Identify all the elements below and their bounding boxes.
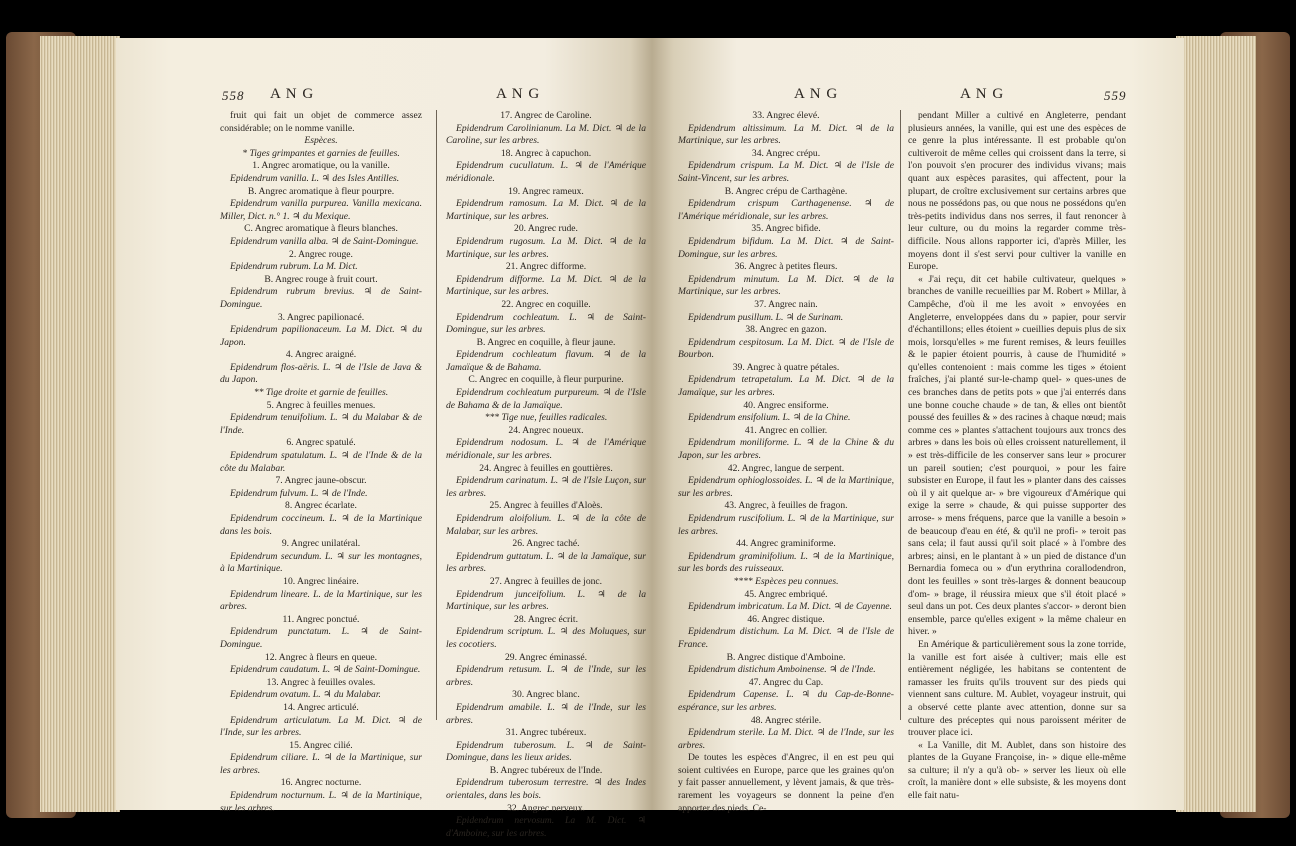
text-line: 18. Angrec à capuchon. — [500, 147, 592, 159]
text-line: Epidendrum ruscifolium. L. ♃ de la Martinique, sur les arbres. — [678, 513, 894, 537]
text-line: Epidendrum carinatum. L. ♃ de l'Isle Luçon, sur les arbres. — [446, 475, 646, 499]
text-line: Epidendrum imbricatum. La M. Dict. ♃ de Cayenne. — [688, 601, 892, 613]
text-line: 13. Angrec à feuilles ovales. — [266, 676, 376, 688]
text-line: Epidendrum pusillum. L. ♃ de Surinam. — [688, 311, 844, 323]
text-line: 1. Angrec aromatique, ou la vanille. — [252, 160, 390, 172]
text-line: 9. Angrec unilatéral. — [281, 538, 361, 550]
text-line: Epidendrum vanilla alba. ♃ de Saint-Domingue. — [230, 235, 419, 247]
text-line: Epidendrum crispum Carthagenense. ♃ de l'Amérique méridionale, sur les arbres. — [678, 198, 894, 222]
text-line: 4. Angrec araigné. — [285, 349, 357, 361]
text-line: Epidendrum vanilla. L. ♃ des Isles Antilles. — [230, 172, 400, 184]
text-line: Epidendrum vanilla purpurea. Vanilla mexicana. Miller, Dict. n.° 1. ♃ du Mexique. — [220, 198, 422, 222]
text-line: Epidendrum retusum. L. ♃ de l'Inde, sur les arbres. — [446, 664, 646, 688]
text-line: 47. Angrec du Cap. — [748, 676, 824, 688]
text-line: 20. Angrec rude. — [514, 223, 578, 235]
text-line: Epidendrum nervosum. La M. Dict. ♃ d'Amboine, sur les arbres. — [446, 815, 646, 839]
text-line: Epidendrum ovatum. L. ♃ du Malabar. — [230, 689, 381, 701]
text-line: Epidendrum scriptum. L. ♃ des Moluques, sur les cocotiers. — [446, 626, 646, 650]
text-line: B. Angrec tubéreux de l'Inde. — [489, 764, 603, 776]
text-line: 15. Angrec cilié. — [289, 739, 353, 751]
text-line: Epidendrum Carolinianum. La M. Dict. ♃ de la Caroline, sur les arbres. — [446, 122, 646, 147]
text-line: 42. Angrec, langue de serpent. — [727, 462, 845, 474]
text-line: 19. Angrec rameux. — [508, 185, 584, 197]
text-line: Epidendrum spatulatum. L. ♃ de l'Inde & de la côte du Malabar. — [220, 450, 422, 474]
text-line: 48. Angrec stérile. — [750, 714, 822, 726]
text-line: Epidendrum cochleatum. L. ♃ de Saint-Domingue, sur les arbres. — [446, 311, 646, 336]
text-line: Epidendrum ciliare. L. ♃ de la Martinique, sur les arbres. — [220, 752, 422, 776]
text-line: 27. Angrec à feuilles de jonc. — [489, 575, 603, 587]
text-line: 17. Angrec de Caroline. — [500, 110, 592, 121]
column-divider — [900, 110, 901, 720]
text-line: 11. Angrec ponctué. — [282, 613, 360, 625]
text-line: Epidendrum moniliforme. L. ♃ de la Chine & du Japon, sur les arbres. — [678, 437, 894, 462]
text-line: Epidendrum cucullatum. L. ♃ de l'Amérique méridionale. — [446, 160, 646, 184]
text-line: Epidendrum difforme. La M. Dict. ♃ de la Martinique, sur les arbres. — [446, 273, 646, 298]
text-line: 36. Angrec à petites fleurs. — [734, 261, 838, 273]
text-line: Epidendrum cochleatum flavum. ♃ de la Jamaïque & de Bahama. — [446, 349, 646, 373]
text-line: 10. Angrec linéaire. — [283, 575, 359, 587]
text-line: Epidendrum secundum. L. ♃ sur les montagnes, à la Martinique. — [220, 550, 422, 575]
text-line: 7. Angrec jaune-obscur. — [275, 475, 367, 487]
text-line: « J'ai reçu, dit cet habile cultivateur, quelques » branches de vanille recueillies par M. Robert » Millar, à Campêche, d'où il me les avoit » envoyées en Angleterre, enveloppées dans du » papier, pour servir d'échantillons; elles étoient » cueillies depuis plus de six mois, lorsqu'elles » me furent remises, & leurs feuilles & le papier étoient pourris, à cause de l'humidité » qu'elles contenoient : mais comme les tiges » étoient fraîches, j'ai planté sur-le-champ quel- » ques-unes de ces branches dans de petits pots » que j'ai enterrés dans une bonne couche chaude » de tan, & elles ont bientôt poussé des feuilles & » des racines à chaque nœud; mais comme ces » plantes s'attachent toujours aux troncs des arbres » dans les bois où elles croissent naturellement, il » est très-difficile de les conserver sans leur » procurer un pareil soutien; c'est pourquoi, » pour les faire subsister en Europe, il faut les » planter dans des caisses où il y ait quelque ar- » bre vigoureux d'Amérique qui exige la serre » chaude, & qui puisse supporter des arrose- » mens fréquens, parce que la vanille a besoin » de beaucoup d'eau en été, & qu'il ne profi- » teroit pas sans cela; il faut aussi qu'il soit placé » à l'ombre des arbres; ainsi, en le plantant à » un pied de distance d'un Bernardia fomeca ou » d'un erythrina corallodendron, dont les feuilles » sont très-larges & donnent beaucoup d'om- » brage, il réussira mieux que s'il étoit placé » seul dans un pot. Ces deux plantes s'accor- » deront bien ensemble, parce qu'elles exigent » la même chaleur en hiver. » — [908, 273, 1126, 638]
right-column-2 — [908, 110, 1126, 803]
text-line: 26. Angrec taché. — [512, 538, 580, 550]
text-line: C. Angrec aromatique à fleurs blanches. — [244, 223, 398, 235]
text-line: Epidendrum graminifolium. L. ♃ de la Martinique, sur les bords des ruisseaux. — [678, 550, 894, 575]
text-line: fruit qui fait un objet de commerce assez considérable; on le nomme vanille. — [220, 110, 422, 134]
text-line: Epidendrum tuberosum terrestre. ♃ des Indes orientales, dans les bois. — [446, 777, 646, 802]
text-line: Epidendrum articulatum. La M. Dict. ♃ de l'Inde, sur les arbres. — [220, 714, 422, 739]
text-line: Epidendrum Capense. L. ♃ du Cap-de-Bonne-espérance, sur les arbres. — [678, 689, 894, 713]
text-line: B. Angrec aromatique à fleur pourpre. — [247, 185, 395, 197]
text-line: 39. Angrec à quatre pétales. — [732, 361, 840, 373]
text-line: C. Angrec en coquille, à fleur purpurine. — [468, 374, 624, 386]
text-line: 37. Angrec nain. — [754, 298, 818, 310]
text-line: 46. Angrec distique. — [747, 613, 825, 625]
text-line: 28. Angrec écrit. — [514, 613, 578, 625]
text-line: 24. Angrec noueux. — [508, 424, 584, 436]
text-line: Epidendrum junceifolium. L. ♃ de la Martinique, sur les arbres. — [446, 588, 646, 613]
right-column-1 — [678, 110, 894, 815]
text-line: Epidendrum bifidum. La M. Dict. ♃ de Saint-Domingue, sur les arbres. — [678, 235, 894, 260]
text-line: Epidendrum nocturnum. L. ♃ de la Martinique, sur les arbres. — [220, 790, 422, 814]
left-column-1 — [220, 110, 422, 815]
right-page: A N G A N G 559 33. Angrec élevé. Epidendrum altissimum. La M. Dict. ♃ de la Martinique, sur les arbres. 34. Angrec crépu. Epidendrum crispum. La M. Dict. ♃ de l'Isle de Saint-Vincent, sur les arbres. B. Angrec crépu de Carthagène. Epidendrum crispum Carthagenense. ♃ de l'Amérique méridionale, sur les arbres. 35. Angrec bifide. Epidendrum bifidum. La M. Dict. ♃ de Saint-Domingue, sur les arbres. 36. Angrec à petites fleurs. Epidendrum minutum. La M. Dict. ♃ de la Martinique, sur les arbres. 37. Angrec nain. Epidendrum pusillum. L. ♃ de Surinam. 38. Angrec en gazon. Epidendrum cespitosum. La M. Dict. ♃ de l'Isle de Bourbon. 39. Angrec à quatre pétales. Epidendrum tetrapetalum. La M. Dict. ♃ de la Jamaïque, sur les arbres. 40. Angrec ensiforme. Epidendrum ensifolium. L. ♃ de la Chine. 41. Angrec en collier. Epidendrum moniliforme. L. ♃ de la Chine & du Japon, sur les arbres. 42. Angrec, langue de serpent. Epidendrum ophioglossoides. L. ♃ de la Martinique, sur les arbres. 43. Angrec, à feuilles de fragon. Epidendrum ruscifolium. L. ♃ de la Martinique, sur les arbres. 44. Angrec graminiforme. Epidendrum graminifolium. L. ♃ de la Martinique, sur les bords des ruisseaux. **** Espèces peu connues. 45. Angrec embriqué. Epidendrum imbricatum. La M. Dict. ♃ de Cayenne. 46. Angrec distique. Epidendrum distichum. La M. Dict. ♃ de l'Isle de France. B. Angrec distique d'Amboine. Epidendrum distichum Amboinense. ♃ de l'Inde. 47. Angrec du Cap. Epidendrum Capense. L. ♃ du Cap-de-Bonne-espérance, sur les arbres. 48. Angrec stérile. Epidendrum sterile. La M. Dict. ♃ de l'Inde, sur les arbres. De toutes les espèces d'Angrec, il en est peu qui soient cultivées en Europe, parce que les graines qu'on y fait passer annuellement, y lèvent jamais, & que très-rarement les voyageurs se donnent la peine d'en apporter des pieds. Ce- pendant Miller a cultivé en Angleterre, pendant plusieurs années, la vanille, qui est une des espèces de ce genre la plus intéressante. Il est probable qu'on cultiveroit de même celles qui croissent dans la terre, si l'on pouvoit s'en procurer des individus vivans; mais quant aux espèces parasites, qui affectent, pour la plupart, de croître exclusivement sur certains arbres que nous ne possédons pas, ou que nous ne possédons qu'en très-petits individus dans nos serres, il faut renoncer à leur culture, ou du moins la regarder comme très-difficile. Nous allons rapporter ici, d'après Miller, les moyens dont il s'est servi pour cultiver la vanille en Europe. « J'ai reçu, dit cet habile cultivateur, quelques » branches de vanille recueillies par M. Robert » Millar, à Campêche, d'où il me les avoit » envoyées en Angleterre, enveloppées dans du » papier, pour servir d'échantillons; elles étoient » cueillies depuis plus de six mois, lorsqu'elles » me furent remises, & leurs feuilles & le papier étoient pourris, à cause de l'humidité » qu'elles contenoient : mais comme les tiges » étoient fraîches, j'ai planté sur-le-champ quel- » ques-unes de ces branches dans de petits pots » que j'ai enterrés dans une bonne couche chaude » de tan, & elles ont bientôt poussé des feuilles & » des racines à chaque nœud; mais comme ces » plantes s'attachent toujours aux troncs des arbres » dans les bois où elles croissent naturellement, il » est très-difficile de les conserver sans leur » procurer un pareil soutien; c'est pourquoi, » pour les faire subsister en Europe, il faut les » planter dans des caisses où il y ait quelque ar- » bre vigoureux d'Amérique qui exige la serre » chaude, & qui puisse supporter des arrose- » mens fréquens, parce que la vanille a besoin » de beaucoup d'eau en été, & qu'il ne profi- » teroit pas sans cela; il faut aussi qu'il soit placé » à l'ombre des arbres; ainsi, en le plantant à » un pied de distance d'un Bernardia fomeca ou » d'un erythrina corallodendron, dont les feuilles » sont très-larges & donnent beaucoup d'om- » brage, il réussira mieux que s'il étoit placé » seul dans un pot. Ces deux plantes s'accor- » deront bien ensemble, parce qu'elles exigent » la même chaleur en hiver. » En Amérique & particulièrement sous la zone torride, la vanille est fort aisée à cultiver; mais elle est entièrement négligée, les habitans se contentent de ramasser les fruits qu'ils trouvent sur des pieds qui viennent sans culture. M. Aublet, voyageur instruit, qui a observé cette plante avec attention, donne sur sa culture des préceptes qui nous paroissent mériter de trouver place ici. « La Vanille, dit M. Aublet, dans son histoire des plantes de la Guyane Françoise, in- » dique elle-même sa culture; il n'y a qu'à ob- » server les lieux où elle croît, la manière dont » elle subsiste, & les moyens dont elle fait natu- — [652, 38, 1184, 810]
text-line: « La Vanille, dit M. Aublet, dans son histoire des plantes de la Guyane Françoise, in- » dique elle-même sa culture; il n'y a qu'à ob- » server les lieux où elle croît, la manière dont » elle subsiste, & les moyens dont elle fait natu- — [908, 739, 1126, 802]
text-line: Epidendrum tuberosum. L. ♃ de Saint-Domingue, dans les lieux arides. — [446, 739, 646, 764]
text-line: En Amérique & particulièrement sous la zone torride, la vanille est fort aisée à cultiver; mais elle est entièrement négligée, les habitans se contentent de ramasser les fruits qu'ils trouvent sur des pieds qui viennent sans culture. M. Aublet, voyageur instruit, qui a observé cette plante avec attention, donne sur sa culture des préceptes qui nous paroissent mériter de trouver place ici. — [908, 638, 1126, 739]
text-line: ** Tige droite et garnie de feuilles. — [253, 387, 389, 399]
text-line: Epidendrum fulvum. L. ♃ de l'Inde. — [230, 487, 368, 499]
text-line: Epidendrum punctatum. L. ♃ de Saint-Domingue. — [220, 626, 422, 650]
text-line: Epidendrum guttatum. L. ♃ de la Jamaïque, sur les arbres. — [446, 550, 646, 575]
text-line: Epidendrum rubrum brevius. ♃ de Saint-Domingue. — [220, 286, 422, 310]
text-line: 22. Angrec en coquille. — [501, 298, 591, 310]
text-line: 44. Angrec graminiforme. — [736, 538, 836, 550]
text-line: Epidendrum cespitosum. La M. Dict. ♃ de l'Isle de Bourbon. — [678, 336, 894, 361]
text-line: Epidendrum coccineum. L. ♃ de la Martinique dans les bois. — [220, 513, 422, 537]
text-line: Epidendrum lineare. L. de la Martinique, sur les arbres. — [220, 588, 422, 613]
text-line: B. Angrec en coquille, à fleur jaune. — [476, 336, 616, 348]
text-line: Epidendrum ramosum. La M. Dict. ♃ de la Martinique, sur les arbres. — [446, 198, 646, 222]
text-line: 3. Angrec papilionacé. — [277, 311, 365, 323]
text-line: Epidendrum distichum Amboinense. ♃ de l'Inde. — [688, 664, 876, 676]
text-line: 34. Angrec crépu. — [751, 147, 821, 159]
text-line: B. Angrec rouge à fruit court. — [264, 273, 378, 285]
right-page-number: 559 — [1104, 88, 1127, 103]
text-line: 35. Angrec bifide. — [751, 223, 821, 235]
text-line: Epidendrum tetrapetalum. La M. Dict. ♃ de la Jamaïque, sur les arbres. — [678, 374, 894, 399]
text-line: Epidendrum rugosum. La M. Dict. ♃ de la Martinique, sur les arbres. — [446, 235, 646, 260]
text-line: 2. Angrec rouge. — [289, 248, 353, 260]
text-line: 33. Angrec élevé. — [752, 110, 820, 121]
text-line: B. Angrec distique d'Amboine. — [726, 651, 846, 663]
page-edges-left — [40, 36, 120, 812]
text-line: pendant Miller a cultivé en Angleterre, pendant plusieurs années, la vanille, qui est une des espèces de ce genre la plus intéressante. Il est probable qu'on cultiveroit de même celles qui croissent dans la terre, si l'on pouvoit s'en procurer des individus vivans; mais quant aux espèces parasites, qui affectent, pour la plupart, de croître exclusivement sur certains arbres que nous ne possédons pas, ou que nous ne possédons qu'en très-petits individus dans nos serres, il faut renoncer à leur culture, ou du moins la regarder comme très-difficile. Nous allons rapporter ici, d'après Miller, les moyens dont il s'est servi pour cultiver la vanille en Europe. — [908, 110, 1126, 273]
text-line: De toutes les espèces d'Angrec, il en est peu qui soient cultivées en Europe, parce que les graines qu'on y fait passer annuellement, y lèvent jamais, & que très-rarement les voyageurs se donnent la peine d'en apporter des pieds. Ce- — [678, 752, 894, 814]
text-line: Epidendrum nodosum. L. ♃ de l'Amérique méridionale, sur les arbres. — [446, 437, 646, 462]
text-line: B. Angrec crépu de Carthagène. — [724, 185, 848, 197]
text-line: 25. Angrec à feuilles d'Aloès. — [489, 500, 603, 512]
text-line: Epidendrum ophioglossoides. L. ♃ de la Martinique, sur les arbres. — [678, 475, 894, 499]
text-line: 6. Angrec spatulé. — [286, 437, 356, 449]
text-line: Epidendrum ensifolium. L. ♃ de la Chine. — [688, 412, 851, 424]
text-line: 43. Angrec, à feuilles de fragon. — [724, 500, 848, 512]
text-line: 29. Angrec éminassé. — [504, 651, 588, 663]
text-line: 30. Angrec blanc. — [512, 689, 580, 701]
text-line: 24. Angrec à feuilles en gouttières. — [479, 462, 613, 474]
text-line: Epidendrum distichum. La M. Dict. ♃ de l'Isle de France. — [678, 626, 894, 650]
text-line: Epidendrum altissimum. La M. Dict. ♃ de la Martinique, sur les arbres. — [678, 122, 894, 147]
text-line: Epidendrum amabile. L. ♃ de l'Inde, sur les arbres. — [446, 701, 646, 726]
left-page: 558 A N G A N G fruit qui fait un objet de commerce assez considérable; on le nomme vanille. Espèces. * Tiges grimpantes et garnies de feuilles. 1. Angrec aromatique, ou la vanille. Epidendrum vanilla. L. ♃ des Isles Antilles. B. Angrec aromatique à fleur pourpre. Epidendrum vanilla purpurea. Vanilla mexicana. Miller, Dict. n.° 1. ♃ du Mexique. C. Angrec aromatique à fleurs blanches. Epidendrum vanilla alba. ♃ de Saint-Domingue. 2. Angrec rouge. Epidendrum rubrum. La M. Dict. B. Angrec rouge à fruit court. Epidendrum rubrum brevius. ♃ de Saint-Domingue. 3. Angrec papilionacé. Epidendrum papilionaceum. La M. Dict. ♃ du Japon. 4. Angrec araigné. Epidendrum flos-aëris. L. ♃ de l'Isle de Java & du Japon. ** Tige droite et garnie de feuilles. 5. Angrec à feuilles menues. Epidendrum tenuifolium. L. ♃ du Malabar & de l'Inde. 6. Angrec spatulé. Epidendrum spatulatum. L. ♃ de l'Inde & de la côte du Malabar. 7. Angrec jaune-obscur. Epidendrum fulvum. L. ♃ de l'Inde. 8. Angrec écarlate. Epidendrum coccineum. L. ♃ de la Martinique dans les bois. 9. Angrec unilatéral. Epidendrum secundum. L. ♃ sur les montagnes, à la Martinique. 10. Angrec linéaire. Epidendrum lineare. L. de la Martinique, sur les arbres. 11. Angrec ponctué. Epidendrum punctatum. L. ♃ de Saint-Domingue. 12. Angrec à fleurs en queue. Epidendrum caudatum. L. ♃ de Saint-Domingue. 13. Angrec à feuilles ovales. Epidendrum ovatum. L. ♃ du Malabar. 14. Angrec articulé. Epidendrum articulatum. La M. Dict. ♃ de l'Inde, sur les arbres. 15. Angrec cilié. Epidendrum ciliare. L. ♃ de la Martinique, sur les arbres. 16. Angrec nocturne. Epidendrum nocturnum. L. ♃ de la Martinique, sur les arbres. 17. Angrec de Caroline. Epidendrum Carolinianum. La M. Dict. ♃ de la Caroline, sur les arbres. 18. Angrec à capuchon. Epidendrum cucullatum. L. ♃ de l'Amérique méridionale. 19. Angrec rameux. Epidendrum ramosum. La M. Dict. ♃ de la Martinique, sur les arbres. 20. Angrec rude. Epidendrum rugosum. La M. Dict. ♃ de la Martinique, sur les arbres. 21. Angrec difforme. Epidendrum difforme. La M. Dict. ♃ de la Martinique, sur les arbres. 22. Angrec en coquille. Epidendrum cochleatum. L. ♃ de Saint-Domingue, sur les arbres. B. Angrec en coquille, à fleur jaune. Epidendrum cochleatum flavum. ♃ de la Jamaïque & de Bahama. C. Angrec en coquille, à fleur purpurine. Epidendrum cochleatum purpureum. ♃ de l'Isle de Bahama & de la Jamaïque. *** Tige nue, feuilles radicales. 24. Angrec noueux. Epidendrum nodosum. L. ♃ de l'Amérique méridionale, sur les arbres. 24. Angrec à feuilles en gouttières. Epidendrum carinatum. L. ♃ de l'Isle Luçon, sur les arbres. 25. Angrec à feuilles d'Aloès. Epidendrum aloifolium. L. ♃ de la côte de Malabar, sur les arbres. 26. Angrec taché. Epidendrum guttatum. L. ♃ de la Jamaïque, sur les arbres. 27. Angrec à feuilles de jonc. Epidendrum junceifolium. L. ♃ de la Martinique, sur les arbres. 28. Angrec écrit. Epidendrum scriptum. L. ♃ des Moluques, sur les cocotiers. 29. Angrec éminassé. Epidendrum retusum. L. ♃ de l'Inde, sur les arbres. 30. Angrec blanc. Epidendrum amabile. L. ♃ de l'Inde, sur les arbres. 31. Angrec tubéreux. Epidendrum tuberosum. L. ♃ de Saint-Domingue, dans les lieux arides. B. Angrec tubéreux de l'Inde. Epidendrum tuberosum terrestre. ♃ des Indes orientales, dans les bois. 32. Angrec nerveux. Epidendrum nervosum. La M. Dict. ♃ d'Amboine, sur les arbres. — [116, 38, 652, 810]
text-line: 14. Angrec articulé. — [283, 701, 359, 713]
text-line: Epidendrum tenuifolium. L. ♃ du Malabar & de l'Inde. — [220, 412, 422, 436]
open-book — [6, 26, 1290, 839]
text-line: *** Tige nue, feuilles radicales. — [484, 412, 608, 424]
text-line: Epidendrum flos-aëris. L. ♃ de l'Isle de Java & du Japon. — [220, 361, 422, 386]
text-line: Epidendrum cochleatum purpureum. ♃ de l'Isle de Bahama & de la Jamaïque. — [446, 387, 646, 411]
text-line: 41. Angrec en collier. — [744, 424, 828, 436]
text-line: Epidendrum sterile. La M. Dict. ♃ de l'Inde, sur les arbres. — [678, 727, 894, 751]
column-divider — [436, 110, 437, 720]
page-edges-right — [1176, 36, 1256, 812]
text-line: 45. Angrec embriqué. — [744, 588, 828, 600]
text-line: Epidendrum aloifolium. L. ♃ de la côte de Malabar, sur les arbres. — [446, 513, 646, 537]
text-line: **** Espèces peu connues. — [733, 575, 839, 587]
text-line: Epidendrum rubrum. La M. Dict. — [230, 261, 358, 273]
text-line: 16. Angrec nocturne. — [280, 777, 362, 789]
text-line: Espèces. — [304, 135, 338, 147]
text-line: Epidendrum caudatum. L. ♃ de Saint-Domingue. — [230, 664, 421, 676]
left-page-number: 558 — [222, 88, 245, 103]
text-line: Epidendrum minutum. La M. Dict. ♃ de la Martinique, sur les arbres. — [678, 273, 894, 298]
text-line: 38. Angrec en gazon. — [745, 324, 827, 336]
text-line: 5. Angrec à feuilles menues. — [266, 399, 376, 411]
text-line: 31. Angrec tubéreux. — [505, 727, 587, 739]
text-line: 8. Angrec écarlate. — [285, 500, 357, 512]
text-line: 40. Angrec ensiforme. — [743, 399, 829, 411]
text-line: 12. Angrec à fleurs en queue. — [264, 651, 378, 663]
text-line: * Tiges grimpantes et garnies de feuilles. — [242, 147, 400, 159]
left-column-2 — [446, 110, 646, 840]
text-line: 32. Angrec nerveux. — [507, 802, 585, 814]
text-line: Epidendrum crispum. La M. Dict. ♃ de l'Isle de Saint-Vincent, sur les arbres. — [678, 160, 894, 184]
text-line: 21. Angrec difforme. — [505, 261, 587, 273]
text-line: Epidendrum papilionaceum. La M. Dict. ♃ du Japon. — [220, 324, 422, 348]
